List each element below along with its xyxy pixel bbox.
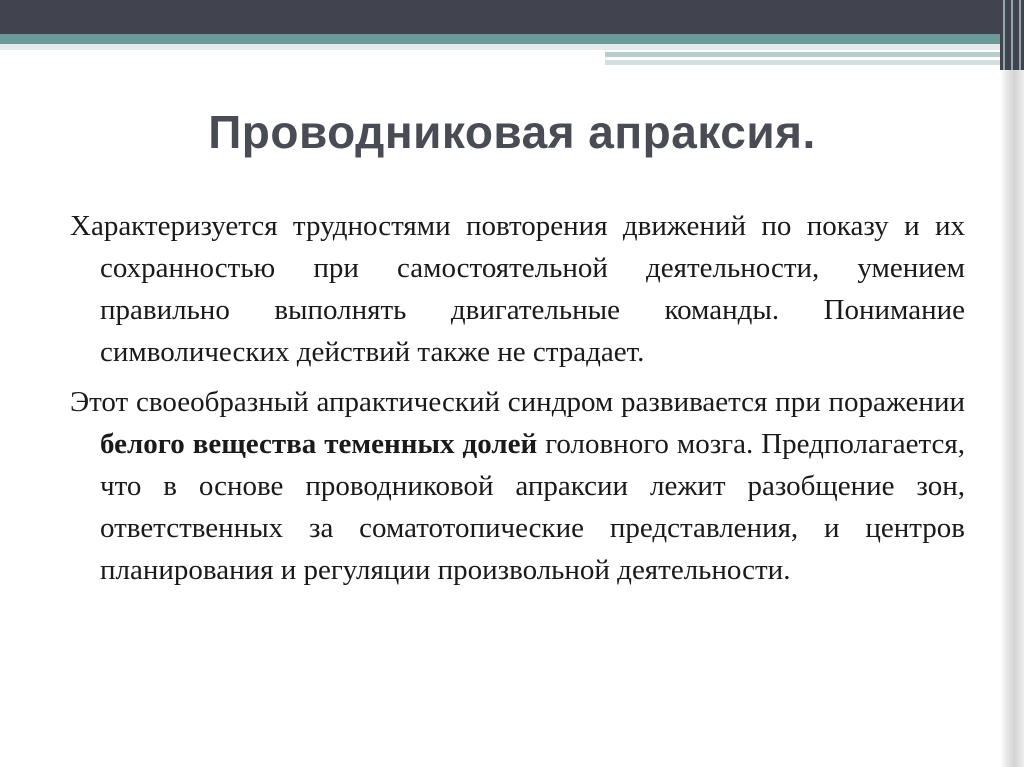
header-edge-stripes (1000, 0, 1024, 70)
slide-body (70, 205, 965, 599)
slide-title: Проводниковая апраксия. (208, 106, 816, 158)
paragraph-2-emphasis: белого вещества теменных долей (100, 428, 538, 460)
paragraph-2 (70, 381, 965, 591)
header-band-dark (0, 0, 1024, 34)
paragraph-1-text: Характеризуется трудностями повторения движений по показу и их сохранностью при самостоятельной деятельности, умением правильно выполнять двигательные команды. Понимание символических действий также не страдает. (70, 210, 965, 368)
paragraph-2-text-before: Этот своеобразный апрактический синдром развивается при поражении (70, 386, 965, 418)
header-accent-line-1 (605, 52, 1000, 57)
header-band-light (0, 44, 1000, 50)
header-band-teal (0, 34, 1000, 44)
paragraph-2-text-after: головного мозга. Предполагается, что в основе проводниковой апраксии лежит разобщение зон, ответственных за соматотопические представления, и центров планирования и регуляции произвольной деятельности. (100, 428, 965, 586)
page-edge-shadow (1000, 70, 1024, 767)
paragraph-1 (70, 205, 965, 373)
header-accent-line-2 (605, 60, 1000, 65)
